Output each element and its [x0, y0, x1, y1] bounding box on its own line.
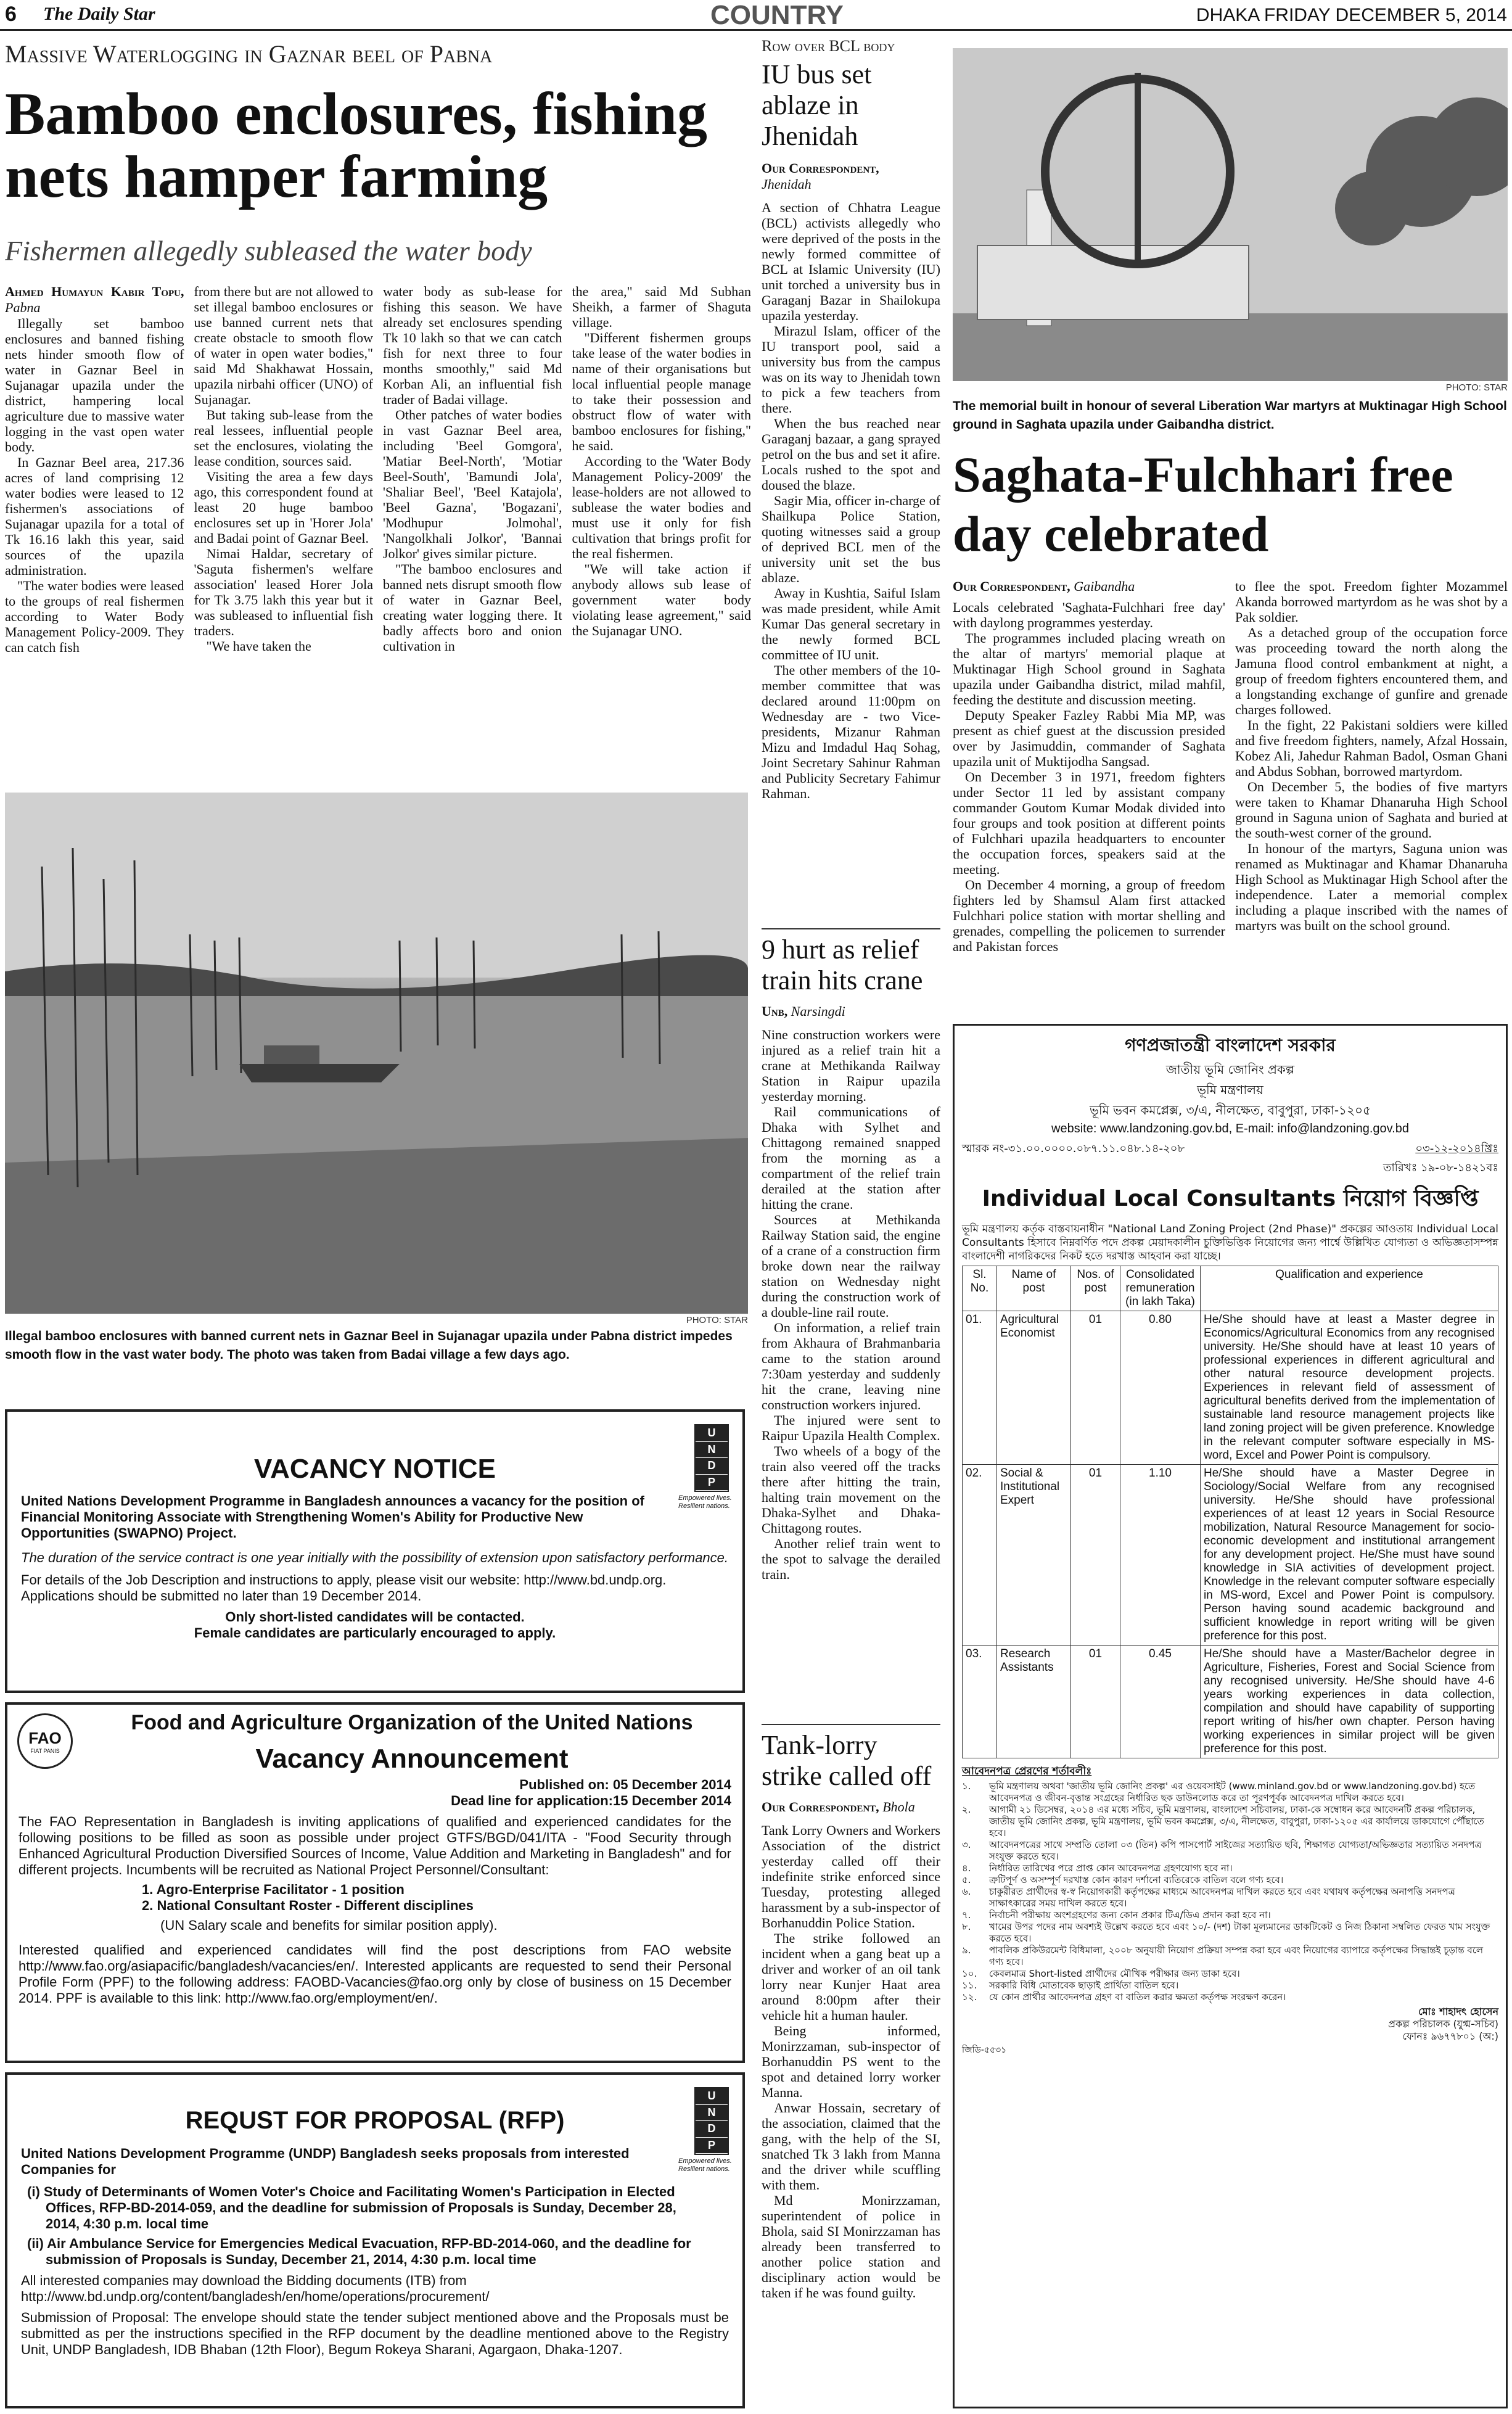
paragraph: the area," said Md Subhan Sheikh, a farmer of Shaguta village. [572, 284, 751, 330]
govt-ref: জিডি-৫৫৩১ [962, 2045, 1007, 2055]
train-story [762, 934, 940, 1727]
condition-item: ৩. আবেদনপত্রের সাথে সম্প্রতি তোলা ০৩ (তিন) কপি পাসপোর্ট সাইজের সত্যায়িত ছবি, শিক্ষাগত যোগ্যতা/অভিজ্ঞতার সত্যায়িত সনদপত্র সংযুক্ত করতে হবে। [962, 1839, 1482, 1862]
table-cell: Social & Institutional Expert [997, 1465, 1071, 1646]
section-title: COUNTRY [710, 0, 844, 30]
paragraph: Sagir Mia, officer in-charge of Shailkupa Police Station, quoting witnesses said a group of deprived BCL men of the university unit set the bus ablaze. [762, 493, 940, 585]
paragraph: Md Monirzzaman, superintendent of police in Bhola, said SI Monirzzaman has already been transferred to another police station and disciplinary action would be taken if he was found guilty. [762, 2193, 940, 2301]
signatory-phone: ফোনঃ ৯৬৭৭৮০১ (অ:) [1402, 2030, 1498, 2042]
vacancy-intro: United Nations Development Programme in Bangladesh announces a vacancy for the position of Financial Monitoring Associate with Strengthening Women's Ability for Productive New Opportunities (SWAPNO) Project. [21, 1493, 644, 1541]
condition-item: ৬. চাকুরীরত প্রার্থীদের স্ব-স্ব নিয়োগকারী কর্তৃপক্ষের মাধ্যমে আবেদনপত্র দাখিল করতে হবে এবং যথাযথ কর্তৃপক্ষের অনাপত্তি সনদপত্র সাক্ষাৎকারের সময় দাখিল করতে হবে। [962, 1886, 1455, 1909]
undp-tagline: Empowered lives. Resilient nations. [678, 1494, 732, 1510]
paragraph: In the fight, 22 Pakistani soldiers were killed and five freedom fighters, namely, Afzal Hossain, Kobez Ali, Jahedur Rahman Badol, Osman Ghani and Abdus Sobhan, borrowed martyrdom. [1235, 717, 1508, 779]
lead-photo-caption: Illegal bamboo enclosures with banned current nets in Gaznar Beel in Sujanagar upazila under Pabna district impedes smooth flow in the vast water body. The photo was taken from Badai village a few days ago. [5, 1329, 733, 1362]
lead-article [5, 284, 751, 789]
paragraph: Nimai Haldar, secretary of 'Saguta fishermen's welfare association' leased Horer Jola for Tk 3.75 lakh this year but it was subleased to influential fish traders. [194, 546, 373, 638]
paragraph: Illegally set bamboo enclosures and banned fishing nets hinder smooth flow of water in Gaznar Beel in Sujanagar upazila under the district, hampering local agriculture due to massive water logging in the vast open water body. [5, 316, 184, 455]
paragraph: Rail communications of Dhaka with Sylhet and Chittagong remained snapped from the morning as a compartment of the relief train derailed at the station after hitting the crane. [762, 1104, 940, 1212]
lead-photo [5, 793, 748, 1314]
train-headline: 9 hurt as relief train hits crane [762, 934, 923, 995]
rfp-bidding: All interested companies may download the Bidding documents (ITB) from http://www.bd.undp.org/content/bangladesh/en/home/operations/procurement/ [21, 2273, 490, 2304]
paragraph: "The water bodies were leased to the groups of real fishermen according to Water Body Management Policy-2009. They can catch fish [5, 578, 184, 655]
condition-item: ৮. খামের উপর পদের নাম অবশ্যই উল্লেখ করতে হবে এবং ১০/- (দশ) টাকা মূল্যমানের ডাকটিকেট ও নিজ ঠিকানা সম্বলিত ফেরত খাম সংযুক্ত করতে হবে। [962, 1921, 1490, 1944]
paragraph: On information, a relief train from Akhaura of Brahmanbaria came to the station around 7:30am yesterday and suddenly hit the crane, leaving nine construction workers injured. [762, 1320, 940, 1412]
table-row [963, 1465, 1498, 1646]
paragraph: Being informed, Monirzzaman, sub-inspector of Borhanuddin PS went to the spot and detained lorry worker Manna. [762, 2023, 940, 2100]
paragraph: to flee the spot. Freedom fighter Mozammel Akanda borrowed martyrdom as he was shot by a Pak soldier. [1235, 579, 1508, 625]
condition-item: ৯. পাবলিক প্রকিউরমেন্ট বিধিমালা, ২০০৮ অনুযায়ী নিয়োগ প্রক্রিয়া সম্পন্ন করা হবে এবং নিয়োগের ব্যাপারে কর্তৃপক্ষের সিদ্ধান্তই চূড়ান্ত বলে গণ্য হবে। [962, 1945, 1484, 1967]
signature-block [962, 2006, 1498, 2043]
memo-number: স্মারক নং-৩১.০০.০০০০.০৮৭.১১.০৪৮.১৪-২০৮ [962, 1142, 1185, 1155]
fao-outro: Interested qualified and experienced candidates will find the post descriptions from FAO website http://www.fao.org/asiapacific/bangladesh/vacancies/en/. Interested applicants are requested to send their Personal Profile Form (PPF) to the following address: FAOBD-Vacancies@fao.org only by close of business on 15 December 2014. PPF is available to this link: http://www.fao.org/employment/en/. [18, 1942, 731, 2006]
condition-item: ১০. কেবলমাত্র Short-listed প্রার্থীদের মৌখিক পরীক্ষার জন্য ডাকা হবে। [962, 1968, 1240, 1979]
paragraph: Tank Lorry Owners and Workers Association of the district yesterday called off their indefinite strike enforced since Tuesday, protesting alleged harassment by a sub-inspector of Borhanuddin Police Station. [762, 1823, 940, 1930]
conditions-list [962, 1781, 1498, 2003]
bus-body [762, 200, 940, 801]
paragraph: The other members of the 10-member committee that was declared around 11:00pm on Wednesday are - two Vice-presidents, Mizanur Rahman Mizu and Imdadul Haq Sohag, Joint Secretary Sahinur Rahman and Publicity Secretary Fahimur Rahman. [762, 662, 940, 801]
rfp-submission: Submission of Proposal: The envelope should state the tender subject mentioned above and the Proposals must be submitted as per the instructions specified in the RFP document by the deadline mentioned above to the Registry Unit, UNDP Bangladesh, IDB Bhaban (12th Floor), Begum Rokeya Sharani, Agargaon, Dhaka-1207. [21, 2310, 729, 2357]
bus-headline: IU bus set ablaze in Jhenidah [762, 59, 872, 151]
memorial-column-2 [1235, 579, 1508, 1004]
lead-column-1 [5, 284, 184, 789]
consultant-table [962, 1266, 1498, 1758]
masthead [0, 0, 1512, 31]
fao-title: Vacancy Announcement [255, 1744, 569, 1774]
govt-intro: ভূমি মন্ত্রণালয় কর্তৃক বাস্তবায়নাধীন "National Land Zoning Project (2nd Phase)" প্রকল্পের আওতায় Individual Local Consultants হিসাবে নিম্নবর্ণিত পদে প্রকল্প মেয়াদকালীন চুক্তিভিত্তিক নিয়োগের জন্য পার্শ্বে উল্লিখিত যোগ্যতা ও অভিজ্ঞতাসম্পন্ন বাংলাদেশী নাগরিকদের নিকট হতে দরখাস্ত আহবান করা যাচ্ছে। [962, 1223, 1498, 1263]
page-number: 6 [5, 2, 17, 26]
lead-deck: Fishermen allegedly subleased the water body [5, 235, 532, 266]
paragraph: The strike followed an incident when a gang beat up a driver and worker of an oil tank lorry near Kunjer Haat area around 8:00pm after their vehicle hit a human hauler. [762, 1930, 940, 2023]
column-header: Consolidated remuneration (in lakh Taka) [1120, 1266, 1201, 1311]
condition-item: ১১. সরকারি বিধি মোতাবেক ছাড়াই প্রার্থিতা বাতিল হবে। [962, 1980, 1179, 1991]
memorial-article [953, 579, 1508, 1004]
lead-byline: Ahmed Humayun Kabir Topu, Pabna [5, 284, 184, 315]
memorial-byline: Our Correspondent, Gaibandha [953, 579, 1135, 594]
undp-logo-icon: U N D P [694, 2087, 729, 2155]
paragraph: "Different fishermen groups take lease of the water bodies in name of their organisations but local influential people manage to take their possession and obstruct flow of water with bamboo enclosures for fishing," he said. [572, 330, 751, 453]
vacancy-shortlist-note: Only short-listed candidates will be contacted. [225, 1609, 525, 1625]
paragraph: The programmes included placing wreath on the altar of martyrs' memorial plaque at Muktinagar High School ground in Saghata upazila under Gaibandha district, milad mahfil, feeding the destitute and discussion meeting. [953, 630, 1225, 707]
undp-tagline: Empowered lives. Resilient nations. [678, 2157, 732, 2173]
table-cell: 01. [963, 1311, 997, 1465]
vacancy-title: VACANCY NOTICE [254, 1454, 496, 1484]
table-cell: 01 [1071, 1646, 1120, 1758]
table-cell: 02. [963, 1465, 997, 1646]
paragraph: "We will take action if anybody allows sub lease of government water body violating lease agreement," said the Sujanagar UNO. [572, 561, 751, 638]
govt-consultant-ad [953, 1024, 1508, 2408]
strike-body [762, 1823, 940, 2301]
condition-item: ২. আগামী ২১ ডিসেম্বর, ২০১৪ এর মধ্যে সচিব, ভূমি মন্ত্রণালয়, বাংলাদেশ সচিবালয়, ঢাকা-কে সম্বোধন করে আবেদনটি প্রকল্প পরিচালক, জাতীয় ভূমি জোনিং প্রকল্প, ভূমি মন্ত্রণালয়, ভূমি ভবন কমপ্লেক্স, ৩/এ, নীলক্ষেত, বাবুপুরা, ঢাকা-১২০৫ এর কার্যালয়ে ডাকযোগে পৌঁছাতে হবে। [962, 1804, 1484, 1839]
fao-org-name: Food and Agriculture Organization of the United Nations [131, 1711, 693, 1734]
paragraph: In Gaznar Beel area, 217.36 acres of land comprising 12 water bodies were leased to 12 fishermen's associations of Sujanagar upazila for a total of Tk 16.16 lakh this year, said sources of the upazila administration. [5, 455, 184, 578]
paragraph: The injured were sent to Raipur Upazila Health Complex. [762, 1412, 940, 1443]
bamboo-enclosure-image [5, 793, 748, 1314]
fao-deadline: Dead line for application:15 December 2014 [451, 1793, 731, 1808]
condition-item: ৫. ত্রুটিপূর্ণ ও অসম্পূর্ণ দরখাস্ত কোন কারণ দর্শানো ব্যতিরেকে বাতিল বলে গণ্য হবে। [962, 1874, 1284, 1885]
fao-vacancy-ad [5, 1702, 745, 2063]
fao-intro: The FAO Representation in Bangladesh is inviting applications of qualified and experienced candidates for the following positions to be filled as soon as possible under project GTFS/BGD/041/ITA - "Food Security through Enhanced Agricultural Production Diversified Sources of Income, Value Addition and Marketing in Bangladesh" and for different projects. Incumbents will be recruited as National Project Personnel/Consultant: [18, 1814, 731, 1877]
paragraph: When the bus reached near Garaganj bazaar, a gang sprayed petrol on the bus and set it afire. Locals rushed to the spot and doused the blaze. [762, 416, 940, 493]
paragraph: According to the 'Water Body Management Policy-2009' the lease-holders are not allowed to sublease the water bodies and must use it only for fish cultivation that brings profit for the real fishermen. [572, 453, 751, 561]
paragraph: Visiting the area a few days ago, this correspondent found at least 20 huge bamboo enclosures set up in 'Horer Jola' and Badai point of Gaznar Beel. [194, 469, 373, 546]
govt-ministry: ভূমি মন্ত্রণালয় [1197, 1082, 1263, 1097]
undp-vacancy-ad [5, 1409, 745, 1693]
bus-story [762, 37, 940, 956]
newspaper-logo: The Daily Star [43, 4, 155, 24]
column-header: Name of post [997, 1266, 1071, 1311]
strike-headline: Tank-lorry strike called off [762, 1730, 932, 1791]
fao-position-1: 1. Agro-Enterprise Facilitator - 1 position [142, 1882, 405, 1897]
rfp-item-2: (ii) Air Ambulance Service for Emergencies Medical Evacuation, RFP-BD-2014-060, and the deadline for submission of Proposals is Sunday, December 21, 2014, 4:30 p.m. local time [27, 2236, 691, 2267]
paragraph: "We have taken the [206, 638, 311, 654]
table-cell: He/She should have a Master Degree in Sociology/Social Welfare from any recognised university. He/She should have professional experiences of at least 12 years in Social Resource mobilization, Natural Resource Management for socio-economic development and institutional arrangement for any development project. He/She must have sound knowledge in SIA activities of development project. Knowledge in the relevant computer software especially in MS-word, Excel and Power Point is compulsory. Person having sound academic background and sufficient knowledge in report writing will be given preference for this post. [1201, 1465, 1498, 1646]
lead-kicker: Massive Waterlogging in Gaznar beel of Pabna [5, 40, 493, 68]
lead-column-2 [194, 284, 374, 789]
paragraph: On December 5, the bodies of five martyrs were taken to Khamar Dhanaruha High School ground in Saguna union of Saghata and buried at the south-west corner of the ground. [1235, 779, 1508, 841]
memo-date: ০৩-১২-২০১৪খ্রিঃ তারিখঃ ১৯-০৮-১৪২১বঃ [1383, 1142, 1498, 1174]
table-cell: Agricultural Economist [997, 1311, 1071, 1465]
condition-item: ১. ভূমি মন্ত্রণালয় অথবা 'জাতীয় ভূমি জোনিং প্রকল্প' এর ওয়েবসাইট (www.minland.gov.bd or www.landzoning.gov.bd) হতে আবেদনপত্র ও জীবন-বৃত্তান্ত সংগ্রহের নির্ধারিত ছক ডাউনলোড করে তা পূরণপূর্বক আবেদনপত্র দাখিল করতে হবে। [962, 1781, 1476, 1803]
table-header-row [963, 1266, 1498, 1311]
table-cell: Research Assistants [997, 1646, 1071, 1758]
govt-title: Individual Local Consultants নিয়োগ বিজ্ঞপ্তি [982, 1186, 1479, 1211]
table-cell: He/She should have at least a Master degree in Economics/Agricultural Economics from any recognised university. He/She should have at least 10 years of professional experiences in different agricultural and other natural resource development projects. Experiences in relevant field of assessment of agricultural benefits derived from the implementation of sustainable land resource management projects like land zoning project will be given preference. Knowledge in the relevant computer software especially in MS-word, Excel and Power Point is compulsory. [1201, 1311, 1498, 1465]
bus-byline: Our Correspondent, Jhenidah [762, 160, 879, 192]
memorial-headline: Saghata-Fulchhari free day celebrated [953, 447, 1453, 562]
condition-item: ১২. যে কোন প্রার্থীর আবেদনপত্র গ্রহণ বা বাতিল করার ক্ষমতা কর্তৃপক্ষ সংরক্ষণ করেন। [962, 1992, 1286, 2003]
conditions-title: আবেদনপত্র প্রেরণের শর্তাবলীঃ [962, 1765, 1092, 1778]
rfp-intro: United Nations Development Programme (UNDP) Bangladesh seeks proposals from interested Companies for [21, 2146, 630, 2177]
undp-logo-icon: U N D P [694, 1424, 729, 1492]
paragraph: Two wheels of a bogy of the train also veered off the tracks there after hitting the train, halting train movement on the Dhaka-Sylhet and Dhaka-Chittagong routes. [762, 1443, 940, 1536]
lead-column-4 [572, 284, 752, 789]
dateline: DHAKA FRIDAY DECEMBER 5, 2014 [1196, 5, 1507, 25]
fao-position-2: 2. National Consultant Roster - Different disciplines [142, 1898, 474, 1913]
fao-salary-scale: (UN Salary scale and benefits for similar position apply). [160, 1918, 498, 1933]
govt-name: গণপ্রজাতন্ত্রী বাংলাদেশ সরকার [1125, 1035, 1336, 1055]
signatory-name: মোঃ শাহাদৎ হোসেন [1418, 2006, 1498, 2017]
train-body [762, 1027, 940, 1582]
table-cell: 1.10 [1120, 1465, 1201, 1646]
lead-headline: Bamboo enclosures, fishing nets hamper farming [5, 83, 707, 210]
paragraph: water body as sub-lease for fishing this season. We have already set enclosures spending Tk 10 lakh so that we can catch fish for next three to four months smoothly," said Md Korban Ali, an influential fish trader of Badai village. [383, 284, 562, 407]
table-cell: 01 [1071, 1465, 1120, 1646]
paragraph: "The bamboo enclosures and banned nets disrupt smooth flow of water in Gaznar Beel, creating water logging there. It badly affects boro and onion cultivation in [383, 561, 562, 654]
divider [762, 1724, 940, 1725]
paragraph: Another relief train went to the spot to salvage the derailed train. [762, 1536, 940, 1582]
table-cell: He/She should have a Master/Bachelor degree in Agriculture, Fisheries, Forest and Social Science from any recognised university. He/She should have 4-6 years working experiences in data collection, compilation and should have capability of supporting report writing of his/her own chapter. Person having working experiences in similar project will be given preference for this post. [1201, 1646, 1498, 1758]
rfp-title: REQUST FOR PROPOSAL (RFP) [185, 2107, 565, 2134]
memorial-photo-caption: The memorial built in honour of several Liberation War martyrs at Muktinagar High School ground in Saghata upazila under Gaibandha district. [953, 399, 1507, 432]
paragraph: On December 3 in 1971, freedom fighters under Sector 11 led by assistant company commander Goutom Kumar Modak divided into four groups and took position at different points of Fulchhari upazila headquarters to encounter the occupation forces, speakers said at the meeting. [953, 769, 1225, 877]
paragraph: Nine construction workers were injured as a relief train hit a crane at Methikanda Railway Station in Raipur upazila yesterday morning. [762, 1027, 940, 1104]
strike-story [762, 1730, 940, 2408]
divider [762, 928, 940, 929]
paragraph: from there but are not allowed to set illegal bamboo enclosures or use banned current nets that create obstacle to smooth flow of water in open water bodies," said Md Shakhawat Hossain, upazila nirbahi officer (UNO) of Sujanagar. [194, 284, 373, 407]
table-row [963, 1311, 1498, 1465]
paragraph: Anwar Hossain, secretary of the association, claimed that the gang, with the help of the SI, snatched Tk 3 lakh from Manna and the driver while scuffling with them. [762, 2100, 940, 2193]
vacancy-details: For details of the Job Description and instructions to apply, please visit our website: http://www.bd.undp.org. Applications should be submitted no later than 19 December 2014. [21, 1572, 667, 1604]
paragraph: As a detached group of the occupation force was proceeding toward the north along the Jamuna flood control embankment at night, a group of freedom fighters encountered them, and a longstanding exchange of gunfire and grenade charges followed. [1235, 625, 1508, 717]
memorial-photo [953, 48, 1508, 381]
paragraph: On December 4 morning, a group of freedom fighters led by Shamsul Alam first attacked Fulchhari police station with mortar shelling and grenades, compelling the policemen to surrender and Pakistan forces [953, 877, 1225, 954]
paragraph: Other patches of water bodies in vast Gaznar Beel area, including 'Beel Gomgora', 'Matiar Beel-North', 'Motiar Beel-South', 'Bamundi Jola', 'Shaliar Beel', 'Beel Katajola', 'Beel Gazna', 'Bogazani', 'Modhupur Jolmohal', 'Nangolkhali Jolkor', 'Bannai Jolkor' gives similar picture. [383, 407, 562, 561]
train-byline: Unb, Narsingdi [762, 1003, 845, 1019]
condition-item: ৪. নির্ধারিত তারিখের পরে প্রাপ্ত কোন আবেদনপত্র গ্রহণযোগ্য হবে না। [962, 1863, 1233, 1874]
table-cell: 01 [1071, 1311, 1120, 1465]
paragraph: A section of Chhatra League (BCL) activists allegedly who were deprived of the posts in the newly formed committee of BCL at Islamic University (IU) unit torched a university bus in Garaganj Bazar in Shailokupa upazila yesterday. [762, 200, 940, 323]
paragraph: In honour of the martyrs, Saguna union was renamed as Muktinagar and Khamar Dhanaruha High School as Muktinagar High School after the independence. Later a memorial complex including a plaque inscribed with the names of martyrs was built on the school ground. [1235, 841, 1508, 933]
paragraph: Sources at Methikanda Railway Station said, the engine of a crane of a construction firm broke down near the railway station on Wednesday night during the construction work of a double-line rail route. [762, 1212, 940, 1320]
fao-published: Published on: 05 December 2014 [519, 1777, 731, 1792]
govt-memo-row [962, 1140, 1498, 1178]
table-cell: 0.45 [1120, 1646, 1201, 1758]
paragraph: Away in Kushtia, Saiful Islam was made president, while Amit Kumar Das general secretary in the newly formed BCL committee of IU unit. [762, 585, 940, 662]
memorial-column-1 [953, 579, 1225, 1004]
govt-address: ভূমি ভবন কমপ্লেক্স, ৩/এ, নীলক্ষেত, বাবুপুরা, ঢাকা-১২০৫ [1089, 1103, 1371, 1118]
column-header: Qualification and experience [1201, 1266, 1498, 1311]
condition-item: ৭. নির্বাচনী পরীক্ষায় অংশগ্রহণের জন্য কোন প্রকার টিএ/ডিএ প্রদান করা হবে না। [962, 1909, 1271, 1921]
undp-rfp-ad [5, 2072, 745, 2408]
bus-kicker: Row over BCL body [762, 37, 895, 55]
table-cell: 0.80 [1120, 1311, 1201, 1465]
table-cell: 03. [963, 1646, 997, 1758]
strike-byline: Our Correspondent, Bhola [762, 1799, 915, 1815]
lead-photo-credit: PHOTO: STAR [686, 1315, 748, 1325]
vacancy-female-note: Female candidates are particularly encouraged to apply. [194, 1625, 556, 1641]
memorial-photo-credit: PHOTO: STAR [1445, 382, 1508, 393]
govt-website: website: www.landzoning.gov.bd, E-mail: info@landzoning.gov.bd [1051, 1122, 1409, 1135]
lead-column-3 [383, 284, 562, 789]
paragraph: Deputy Speaker Fazley Rabbi Mia MP, was present as chief guest at the discussion presided over by Jasimuddin, commander of Saghata upazila unit of Muktijodha Sangsad. [953, 707, 1225, 769]
fao-logo-icon: FAO FIAT PANIS [17, 1713, 73, 1769]
paragraph: Mirazul Islam, officer of the IU transport pool, said a university bus from the campus was on its way to Jhenidah town to pick a few teachers from there. [762, 323, 940, 416]
memorial-image [953, 48, 1508, 381]
column-header: Sl. No. [963, 1266, 997, 1311]
signatory-title: প্রকল্প পরিচালক (যুগ্ম-সচিব) [1388, 2018, 1498, 2030]
vacancy-duration: The duration of the service contract is one year initially with the possibility of extension upon satisfactory performance. [21, 1550, 729, 1565]
rfp-item-1: (i) Study of Determinants of Women Voter's Choice and Facilitating Women's Participation in Elected Offices, RFP-BD-2014-059, and the deadline for submission of Proposals is Sunday, December 28, 2014, 4:30 p.m. local time [27, 2184, 676, 2231]
column-header: Nos. of post [1071, 1266, 1120, 1311]
table-row [963, 1646, 1498, 1758]
govt-project: জাতীয় ভূমি জোনিং প্রকল্প [1165, 1062, 1295, 1077]
paragraph: Locals celebrated 'Saghata-Fulchhari free day' with daylong programmes yesterday. [953, 599, 1225, 630]
paragraph: But taking sub-lease from the real lessees, influential people set the enclosures, violating the lease condition, sources said. [194, 407, 373, 469]
